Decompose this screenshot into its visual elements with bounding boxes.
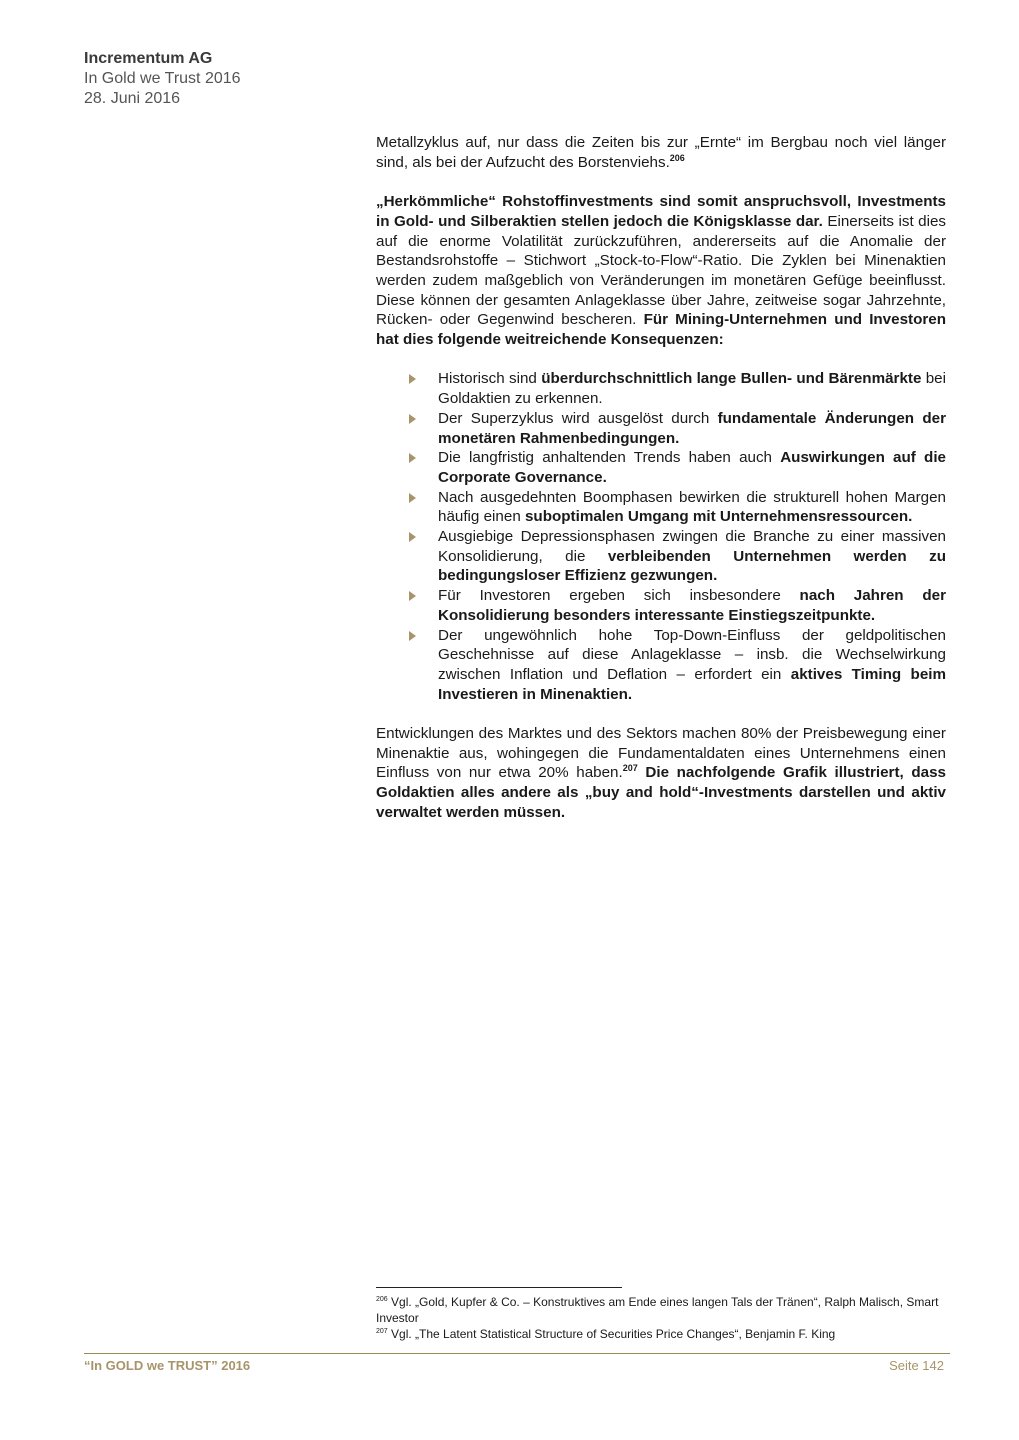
bullet-arrow-icon bbox=[409, 591, 416, 601]
footnotes bbox=[376, 1294, 946, 1342]
bullet-arrow-icon bbox=[409, 453, 416, 463]
list-item bbox=[376, 488, 946, 527]
list-item-text: Für Investoren ergeben sich insbesondere bbox=[438, 587, 800, 605]
footnote-206 bbox=[376, 1294, 946, 1326]
list-item-text: Die langfristig anhaltenden Trends haben auch bbox=[438, 449, 781, 467]
paragraph-2-bold-outro: Für Mining-Unternehmen und Investoren hat dies folgende weitreichende Konsequenzen: bbox=[376, 311, 946, 349]
list-item-bold: Auswirkungen auf die Corporate Governance. bbox=[438, 449, 946, 486]
footnote-ref-206: 206 bbox=[669, 152, 685, 163]
footer-publication: “In GOLD we TRUST” 2016 bbox=[84, 1358, 251, 1373]
list-item bbox=[376, 586, 946, 625]
consequences-list bbox=[376, 369, 946, 704]
list-item-text: Der ungewöhnlich hohe Top-Down-Einfluss der geldpolitischen Geschehnisse auf diese Anlageklasse – insb. die Wechselwirkung zwischen Inflation und Deflation – erfordert ein bbox=[438, 626, 946, 683]
paragraph-1 bbox=[376, 133, 946, 172]
bullet-arrow-icon bbox=[409, 532, 416, 542]
company-name: Incrementum AG bbox=[84, 50, 213, 67]
list-item-bold: aktives Timing beim Investieren in Minenaktien. bbox=[438, 665, 946, 703]
bullet-arrow-icon bbox=[409, 493, 416, 503]
paragraph-3-bold: Die nachfolgende Grafik illustriert, dass Goldaktien alles andere als „buy and hold“-Investments darstellen und aktiv verwaltet werden müssen. bbox=[376, 764, 946, 821]
paragraph-1-text: Metallzyklus auf, nur dass die Zeiten bis zur „Ernte“ im Bergbau noch viel länger sind, als bei der Aufzucht des Borstenviehs. bbox=[376, 134, 946, 171]
list-item bbox=[376, 527, 946, 586]
bullet-arrow-icon bbox=[409, 414, 416, 424]
footnote-divider bbox=[376, 1287, 622, 1288]
publication-date: 28. Juni 2016 bbox=[84, 90, 181, 107]
list-item-bold: verbleibenden Unternehmen werden zu bedingungsloser Effizienz gezwungen. bbox=[438, 547, 947, 585]
bullet-arrow-icon bbox=[409, 631, 416, 641]
footer-divider bbox=[84, 1353, 950, 1354]
paragraph-2-body: Einerseits ist dies auf die enorme Volatilität zurückzuführen, andererseits auf die Anomalie der Bestandsrohstoffe – Stichwort „Stock-to-Flow“-Ratio. Die Zyklen bei Minenaktien werden zudem maßgeblich von Veränderungen im monetären Gefüge beeinflusst. Diese können der gesamten Anlageklasse über Jahre, zeitweise sogar Jahrzehnte, Rücken- oder Gegenwind bescheren. bbox=[376, 212, 947, 329]
list-item-bold: überdurchschnittlich lange Bullen- und Bärenmärkte bbox=[541, 370, 922, 388]
paragraph-2 bbox=[376, 192, 946, 350]
page-number: Seite 142 bbox=[889, 1358, 944, 1373]
publication-title: In Gold we Trust 2016 bbox=[84, 70, 241, 87]
paragraph-2-bold-intro: „Herkömmliche“ Rohstoffinvestments sind somit anspruchsvoll, Investments in Gold- und Silberaktien stellen jedoch die Königsklasse dar. bbox=[376, 193, 946, 230]
list-item-bold: suboptimalen Umgang mit Unternehmensressourcen. bbox=[524, 508, 913, 526]
list-item bbox=[376, 369, 946, 408]
footnote-text: Vgl. „The Latent Statistical Structure of Securities Price Changes“, Benjamin F. King bbox=[387, 1327, 836, 1341]
footnote-ref-207: 207 bbox=[622, 763, 638, 774]
list-item bbox=[376, 626, 946, 705]
list-item-text: Nach ausgedehnten Boomphasen bewirken die strukturell hohen Margen häufig einen bbox=[438, 488, 946, 526]
footnote-207 bbox=[376, 1326, 946, 1342]
list-item-text: Ausgiebige Depressionsphasen zwingen die Branche zu einer massiven Konsolidierung, die bbox=[438, 528, 946, 565]
list-item-text: bei Goldaktien zu erkennen. bbox=[438, 370, 947, 408]
footnote-number: 206 bbox=[376, 1296, 388, 1303]
list-item-text: Historisch sind bbox=[438, 370, 542, 388]
page-header bbox=[84, 49, 241, 109]
footnote-number: 207 bbox=[376, 1328, 388, 1335]
paragraph-3 bbox=[376, 724, 946, 823]
footnote-text: Vgl. „Gold, Kupfer & Co. – Konstruktives am Ende eines langen Tals der Tränen“, Ralph Malisch, Smart Investor bbox=[376, 1295, 939, 1325]
list-item bbox=[376, 448, 946, 487]
list-item bbox=[376, 409, 946, 448]
list-item-bold: fundamentale Änderungen der monetären Rahmenbedingungen. bbox=[438, 409, 946, 447]
list-item-text: Der Superzyklus wird ausgelöst durch bbox=[438, 409, 718, 427]
bullet-arrow-icon bbox=[409, 374, 416, 384]
main-content bbox=[376, 133, 946, 842]
list-item-bold: nach Jahren der Konsolidierung besonders interessante Einstiegszeitpunkte. bbox=[438, 587, 946, 624]
paragraph-3-text: Entwicklungen des Marktes und des Sektors machen 80% der Preisbewegung einer Minenaktie aus, wohingegen die Fundamentaldaten eines Unternehmens einen Einfluss von nur etwa 20% haben. bbox=[376, 725, 946, 782]
